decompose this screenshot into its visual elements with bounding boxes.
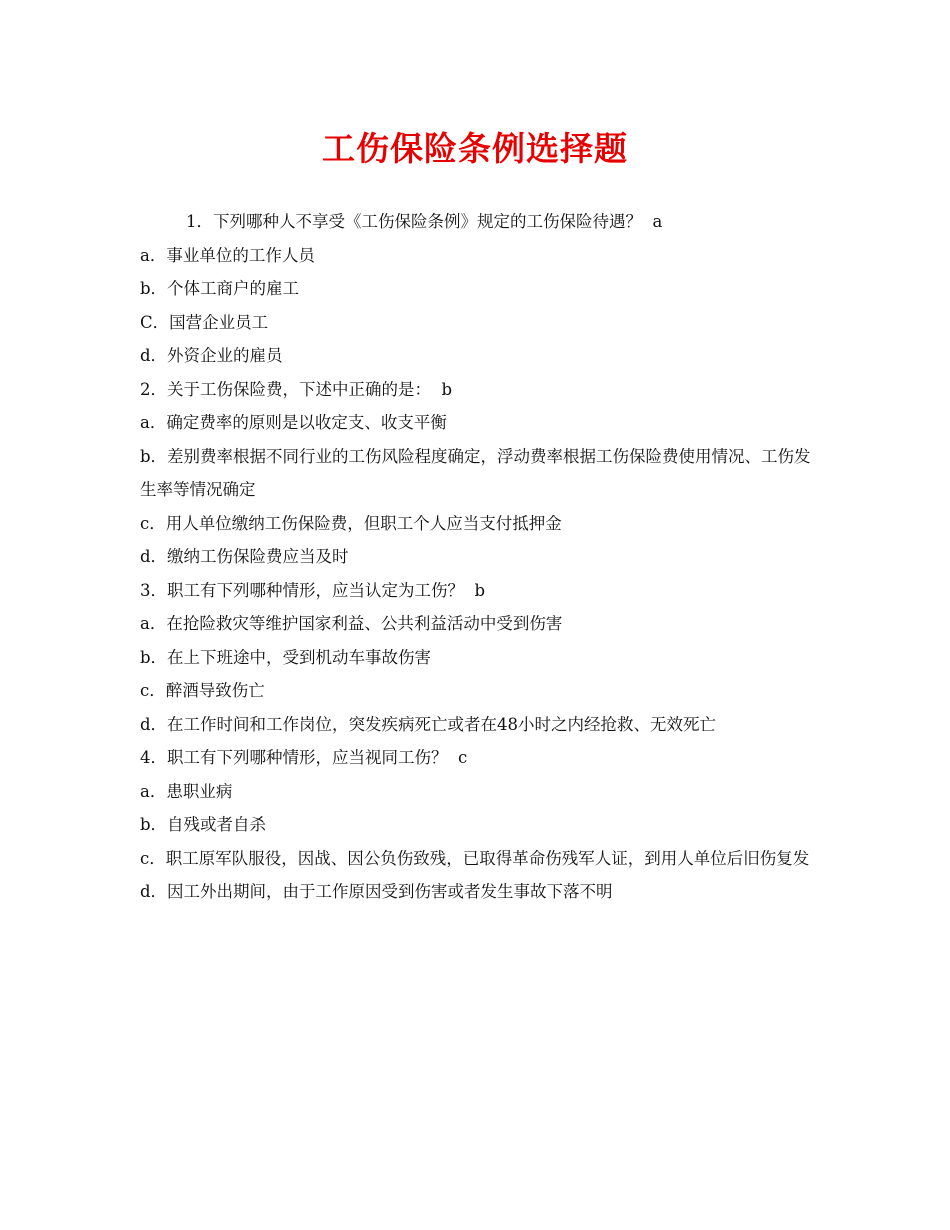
question-4-option-d: d．因工外出期间，由于工作原因受到伤害或者发生事故下落不明 — [140, 882, 613, 901]
question-1-option-c: C．国营企业员工 — [140, 312, 269, 332]
question-1-option-b: b．个体工商户的雇工 — [140, 279, 300, 298]
question-list — [140, 205, 820, 909]
question-2: 2．关于工伤保险费，下述中正确的是： b — [140, 379, 453, 399]
question-4-option-c: c．职工原军队服役，因战、因公负伤致残，已取得革命伤残军人证，到用人单位后旧伤复发 — [140, 848, 810, 868]
document-title: 工伤保险条例选择题 — [322, 129, 628, 168]
question-3-option-a: a．在抢险救灾等维护国家利益、公共利益活动中受到伤害 — [140, 614, 563, 633]
question-2-option-c: c．用人单位缴纳工伤保险费，但职工个人应当支付抵押金 — [140, 513, 562, 533]
question-4-option-b: b．自残或者自杀 — [140, 815, 267, 834]
question-1-option-d: d．外资企业的雇员 — [140, 346, 283, 365]
question-2-option-b: b．差别费率根据不同行业的工伤风险程度确定，浮动费率根据工伤保险费使用情况、工伤发生率等情况确定 — [140, 446, 811, 499]
question-3-option-d: d．在工作时间和工作岗位，突发疾病死亡或者在48小时之内经抢救、无效死亡 — [140, 714, 717, 734]
question-4-option-a: a．患职业病 — [140, 781, 233, 801]
question-1-option-a: a．事业单位的工作人员 — [140, 245, 315, 265]
question-3: 3．职工有下列哪种情形，应当认定为工伤？ b — [140, 580, 486, 600]
question-3-option-b: b．在上下班途中，受到机动车事故伤害 — [140, 647, 432, 667]
question-1: 1．下列哪种人不享受《工伤保险条例》规定的工伤保险待遇？ a — [186, 212, 663, 231]
question-2-option-a: a．确定费率的原则是以收定支、收支平衡 — [140, 413, 447, 432]
question-2-option-d: d．缴纳工伤保险费应当及时 — [140, 547, 349, 566]
question-3-option-c: c．醉酒导致伤亡 — [140, 681, 265, 700]
question-4: 4．职工有下列哪种情形，应当视同工伤？ c — [140, 748, 468, 767]
